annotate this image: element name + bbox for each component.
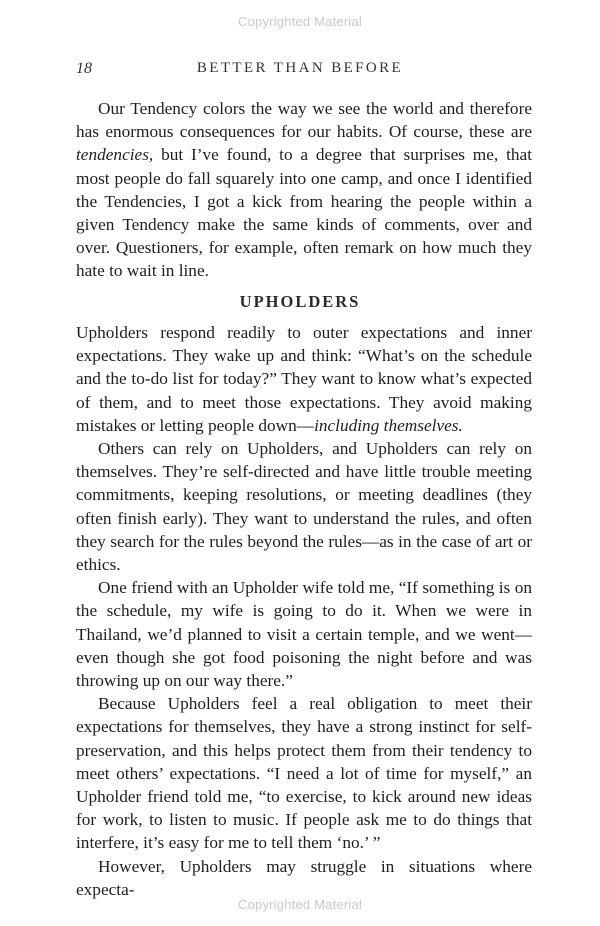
p1-text: Upholders respond readily to outer expectations and inner expectations. They wake up and think: “What’s on the schedule and the to-do list for today?” They want to know what’s expected of them, and to meet those expectations. They avoid making mistakes or letting people down— [76,323,532,435]
upholders-paragraph-3: One friend with an Upholder wife told me, “If something is on the schedule, my wife is going to do it. When we were in Thailand, we’d planned to visit a certain temple, and we went—even though she got food poisoning the night before and was throwing up on our way there.” [76,578,532,691]
watermark-top: Copyrighted Material [238,14,362,29]
intro-text-start: Our Tendency colors the way we see the world and therefore has enormous consequences for our habits. Of course, these are [76,99,532,142]
upholders-paragraph-2: Others can rely on Upholders, and Upholders can rely on themselves. They’re self-directed and have little trouble meeting commitments, keeping resolutions, or meeting deadlines (they often finish early). They want to understand the rules, and often they search for the rules beyond the rules—as in the case of art or ethics. [76,439,532,575]
intro-section [76,97,532,283]
p1-emphasis: including themselves. [314,415,463,435]
upholders-paragraph-1 [76,321,532,437]
intro-text-end: but I’ve found, to a degree that surprises me, that most people do fall squarely into one camp, and once I identified the Tendencies, I got a kick from hearing the people within a given Tendency make the same kinds of comments, over and over. Questioners, for example, often remark on how much they hate to wait in line. [76,145,532,281]
page-number: 18 [76,60,92,77]
upholders-paragraph-5: However, Upholders may struggle in situations where expecta- [76,856,532,899]
running-head-title: BETTER THAN BEFORE [196,60,404,76]
upholders-section [76,321,532,901]
intro-emphasis: tendencies, [76,145,154,165]
watermark-bottom: Copyrighted Material [238,897,362,912]
section-heading: UPHOLDERS [239,292,361,311]
intro-paragraph [76,97,532,283]
upholders-paragraph-4: Because Upholders feel a real obligation to meet their expectations for themselves, they have a strong instinct for self-preservation, and this helps protect them from their tendency to meet others’ expectations. “I need a lot of time for myself,” an Upholder friend told me, “to exercise, to kick around new ideas for work, to listen to music. If people ask me to do things that interfere, it’s easy for me to tell them ‘no.’ ” [76,694,532,853]
